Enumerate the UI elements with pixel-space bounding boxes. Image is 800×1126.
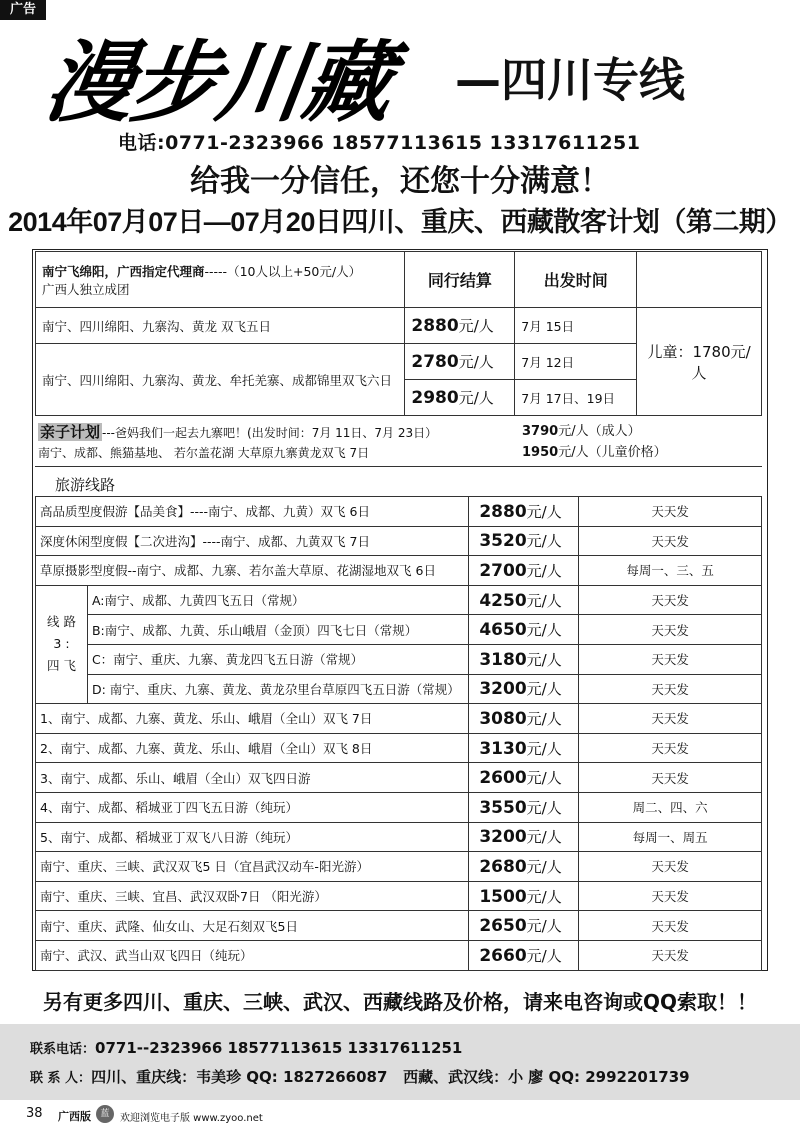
table-row: [36, 644, 762, 674]
route-cell: 南宁、四川绵阳、九寨沟、黄龙、牟托羌寨、成都锦里双飞六日: [36, 344, 405, 416]
route-name: 高品质型度假游【品美食】----南宁、成都、九黄）双飞 6日: [36, 497, 469, 527]
header-phones: 电话:0771-2323966 18577113615 13317611251: [118, 132, 641, 154]
price-value: 2700: [479, 560, 527, 581]
table-row: [36, 763, 762, 793]
route-name: C：南宁、重庆、九寨、黄龙四飞五日游（常规）: [87, 644, 468, 674]
footer-tel-label: 联系电话：: [30, 1042, 96, 1057]
price-value: 2980: [411, 388, 459, 408]
price-unit: 元/人: [526, 828, 562, 847]
family-plan: [35, 419, 762, 467]
route-price: [469, 556, 579, 586]
flight-table: [35, 251, 762, 416]
route-name: 4、南宁、成都、稻城亚丁四飞五日游（纯玩）: [36, 792, 469, 822]
route-departure: 天天发: [579, 644, 762, 674]
route-price: [469, 615, 579, 645]
date-cell: 7月 15日: [515, 308, 637, 344]
footer-tel: [30, 1038, 462, 1057]
route-price: [469, 940, 579, 970]
brand-calligraphy: 漫步川藏: [38, 30, 398, 134]
header: [0, 20, 800, 237]
price-unit: 元/人: [526, 532, 562, 551]
route-price: [469, 881, 579, 911]
route-departure: 天天发: [579, 733, 762, 763]
price-value: 2660: [479, 945, 527, 966]
group-label: [36, 585, 88, 703]
price-unit: 元/人: [526, 887, 562, 906]
route-name: 5、南宁、成都、稻城亚丁双飞八日游（纯玩）: [36, 822, 469, 852]
col-price-header: 同行结算: [405, 252, 515, 308]
table-row: [36, 704, 762, 734]
slogan: 给我一分信任，还您十分满意！: [190, 164, 610, 199]
price-unit: 元/人: [526, 769, 562, 788]
route-price: [469, 852, 579, 882]
route-departure: 天天发: [579, 852, 762, 882]
route-price: [469, 497, 579, 527]
route-price: [469, 704, 579, 734]
price-unit: 元/人: [526, 946, 562, 965]
page-number: 38: [26, 1106, 43, 1121]
price-value: 2650: [479, 916, 527, 937]
price-cell: [405, 308, 515, 344]
route-name: 1、南宁、成都、九寨、黄龙、乐山、峨眉（全山）双飞 7日: [36, 704, 469, 734]
route-departure: 天天发: [579, 763, 762, 793]
price-unit: 元/人: [526, 917, 562, 936]
route-departure: 天天发: [579, 940, 762, 970]
price-unit: 元/人: [526, 621, 562, 640]
price-unit: 元/人: [526, 502, 562, 521]
price-cell: [405, 344, 515, 380]
family-desc: [38, 422, 437, 463]
route-table: [35, 496, 762, 971]
date-cell: 7月 17日、19日: [515, 380, 637, 416]
agent-title: 南宁飞绵阳，广西指定代理商: [42, 263, 205, 279]
table-row: [36, 308, 762, 344]
table-row: [36, 792, 762, 822]
route-departure: 每周一、三、五: [579, 556, 762, 586]
footer-contact: [30, 1066, 690, 1087]
table-row: [36, 497, 762, 527]
route-departure: 天天发: [579, 704, 762, 734]
group-label-line: 四 飞: [46, 658, 76, 674]
route-departure: 天天发: [579, 674, 762, 704]
group-label-line: 线 路: [46, 614, 76, 630]
table-row: [36, 733, 762, 763]
price-value: 3180: [479, 649, 527, 670]
site-link[interactable]: 欢迎浏览电子版 www.zyoo.net: [120, 1113, 263, 1124]
footer-contact-sc: 四川、重庆线：韦美珍 QQ: 1827266087: [91, 1068, 388, 1086]
logo-icon: 蓝: [96, 1105, 114, 1123]
route-name: 南宁、重庆、武隆、仙女山、大足石刻双飞5日: [36, 911, 469, 941]
route-price: [469, 911, 579, 941]
price-unit: 元/人: [458, 389, 494, 407]
route-price: [469, 674, 579, 704]
date-cell: 7月 12日: [515, 344, 637, 380]
route-departure: 天天发: [579, 911, 762, 941]
family-key: 亲子计划: [40, 423, 101, 441]
route-price: [469, 526, 579, 556]
price-value: 2600: [479, 768, 527, 789]
price-unit: 元/人: [458, 317, 494, 335]
family-adult-price: 3790: [522, 424, 559, 439]
route-departure: 天天发: [579, 497, 762, 527]
footer-band: [0, 1024, 800, 1100]
price-unit: 元/人: [526, 709, 562, 728]
route-price: [469, 792, 579, 822]
table-row: [36, 911, 762, 941]
table-row: [36, 615, 762, 645]
route-departure: 天天发: [579, 526, 762, 556]
route-departure: 每周一、周五: [579, 822, 762, 852]
route-heading: 旅游线路: [55, 476, 116, 494]
price-value: 2780: [411, 352, 459, 372]
route-name: A:南宁、成都、九黄四飞五日（常规）: [87, 585, 468, 615]
edition-label: 广西版: [58, 1110, 91, 1123]
route-price: [469, 644, 579, 674]
price-value: 3200: [479, 827, 527, 848]
family-prices: [522, 421, 667, 463]
subtitle: —四川专线: [455, 53, 685, 107]
family-line1: ---爸妈我们一起去九寨吧！(出发时间：7月 11日、7月 23日）: [102, 426, 438, 440]
ad-tag: 广告: [0, 0, 46, 20]
table-row: [36, 556, 762, 586]
price-cell: [405, 380, 515, 416]
price-value: 3200: [479, 679, 527, 700]
route-departure: 天天发: [579, 615, 762, 645]
route-name: 南宁、重庆、三峡、宜昌、武汉双卧7日 （阳光游）: [36, 881, 469, 911]
family-adult-label: 元/人（成人）: [558, 424, 641, 439]
table-row: [36, 881, 762, 911]
route-departure: 天天发: [579, 585, 762, 615]
route-name: 草原摄影型度假--南宁、成都、九寨、若尔盖大草原、花湖湿地双飞 6日: [36, 556, 469, 586]
price-unit: 元/人: [526, 798, 562, 817]
route-departure: 天天发: [579, 881, 762, 911]
route-name: B:南宁、成都、九黄、乐山峨眉（金顶）四飞七日（常规）: [87, 615, 468, 645]
route-name: 南宁、重庆、三峡、武汉双飞5 日（宜昌武汉动车-阳光游）: [36, 852, 469, 882]
footer-tel-value: 0771--2323966 18577113615 13317611251: [95, 1039, 463, 1057]
route-name: 南宁、武汉、武当山双飞四日（纯玩）: [36, 940, 469, 970]
plan-title: 2014年07月07日—07月20日四川、重庆、西藏散客计划（第二期）: [8, 207, 792, 237]
child-price: 儿童：1780元/人: [637, 308, 762, 416]
price-value: 3520: [479, 531, 527, 552]
price-unit: 元/人: [526, 680, 562, 699]
price-unit: 元/人: [526, 591, 562, 610]
price-value: 2880: [411, 316, 459, 336]
route-price: [469, 733, 579, 763]
table-row: [36, 526, 762, 556]
price-unit: 元/人: [526, 650, 562, 669]
family-child-price: 1950: [522, 445, 559, 460]
route-price: [469, 763, 579, 793]
page-bar: [0, 1104, 800, 1126]
route-name: D: 南宁、重庆、九寨、黄龙、黄龙尕里台草原四飞五日游（常规）: [87, 674, 468, 704]
price-unit: 元/人: [458, 353, 494, 371]
price-unit: 元/人: [526, 857, 562, 876]
table-row: [36, 674, 762, 704]
route-departure: 周二、四、六: [579, 792, 762, 822]
route-price: [469, 822, 579, 852]
price-value: 3080: [479, 708, 527, 729]
price-value: 4650: [479, 620, 527, 641]
price-value: 2680: [479, 856, 527, 877]
table-row: [36, 940, 762, 970]
table-row: [36, 585, 762, 615]
route-name: 3、南宁、成都、乐山、峨眉（全山）双飞四日游: [36, 763, 469, 793]
price-unit: 元/人: [526, 561, 562, 580]
price-value: 4250: [479, 590, 527, 611]
price-value: 2880: [479, 501, 527, 522]
price-value: 1500: [479, 886, 527, 907]
price-value: 3550: [479, 797, 527, 818]
more-info: 另有更多四川、重庆、三峡、武汉、西藏线路及价格，请来电咨询或QQ索取！！: [42, 990, 757, 1014]
table-row: [36, 852, 762, 882]
agent-sub: 广西人独立成团: [42, 281, 130, 297]
price-unit: 元/人: [526, 739, 562, 758]
footer-contact-label: 联 系 人：: [30, 1071, 92, 1086]
agent-note: -----（10人以上+50元/人）: [204, 263, 362, 279]
route-name: 2、南宁、成都、九寨、黄龙、乐山、峨眉（全山）双飞 8日: [36, 733, 469, 763]
route-cell: 南宁、四川绵阳、九寨沟、黄龙 双飞五日: [36, 308, 405, 344]
agent-header: [36, 252, 405, 308]
route-name: 深度休闲型度假【二次进沟】----南宁、成都、九黄双飞 7日: [36, 526, 469, 556]
price-value: 3130: [479, 738, 527, 759]
family-line2: 南宁、成都、熊猫基地、 若尔盖花湖 大草原九寨黄龙双飞 7日: [38, 446, 370, 460]
family-child-label: 元/人（儿童价格）: [558, 445, 667, 460]
footer-contact-tibet: 西藏、武汉线：小 廖 QQ: 2992201739: [403, 1068, 690, 1086]
route-price: [469, 585, 579, 615]
empty-header: [637, 252, 762, 308]
group-label-line: 3 :: [53, 636, 70, 652]
table-row: [36, 822, 762, 852]
col-depart-header: 出发时间: [515, 252, 637, 308]
